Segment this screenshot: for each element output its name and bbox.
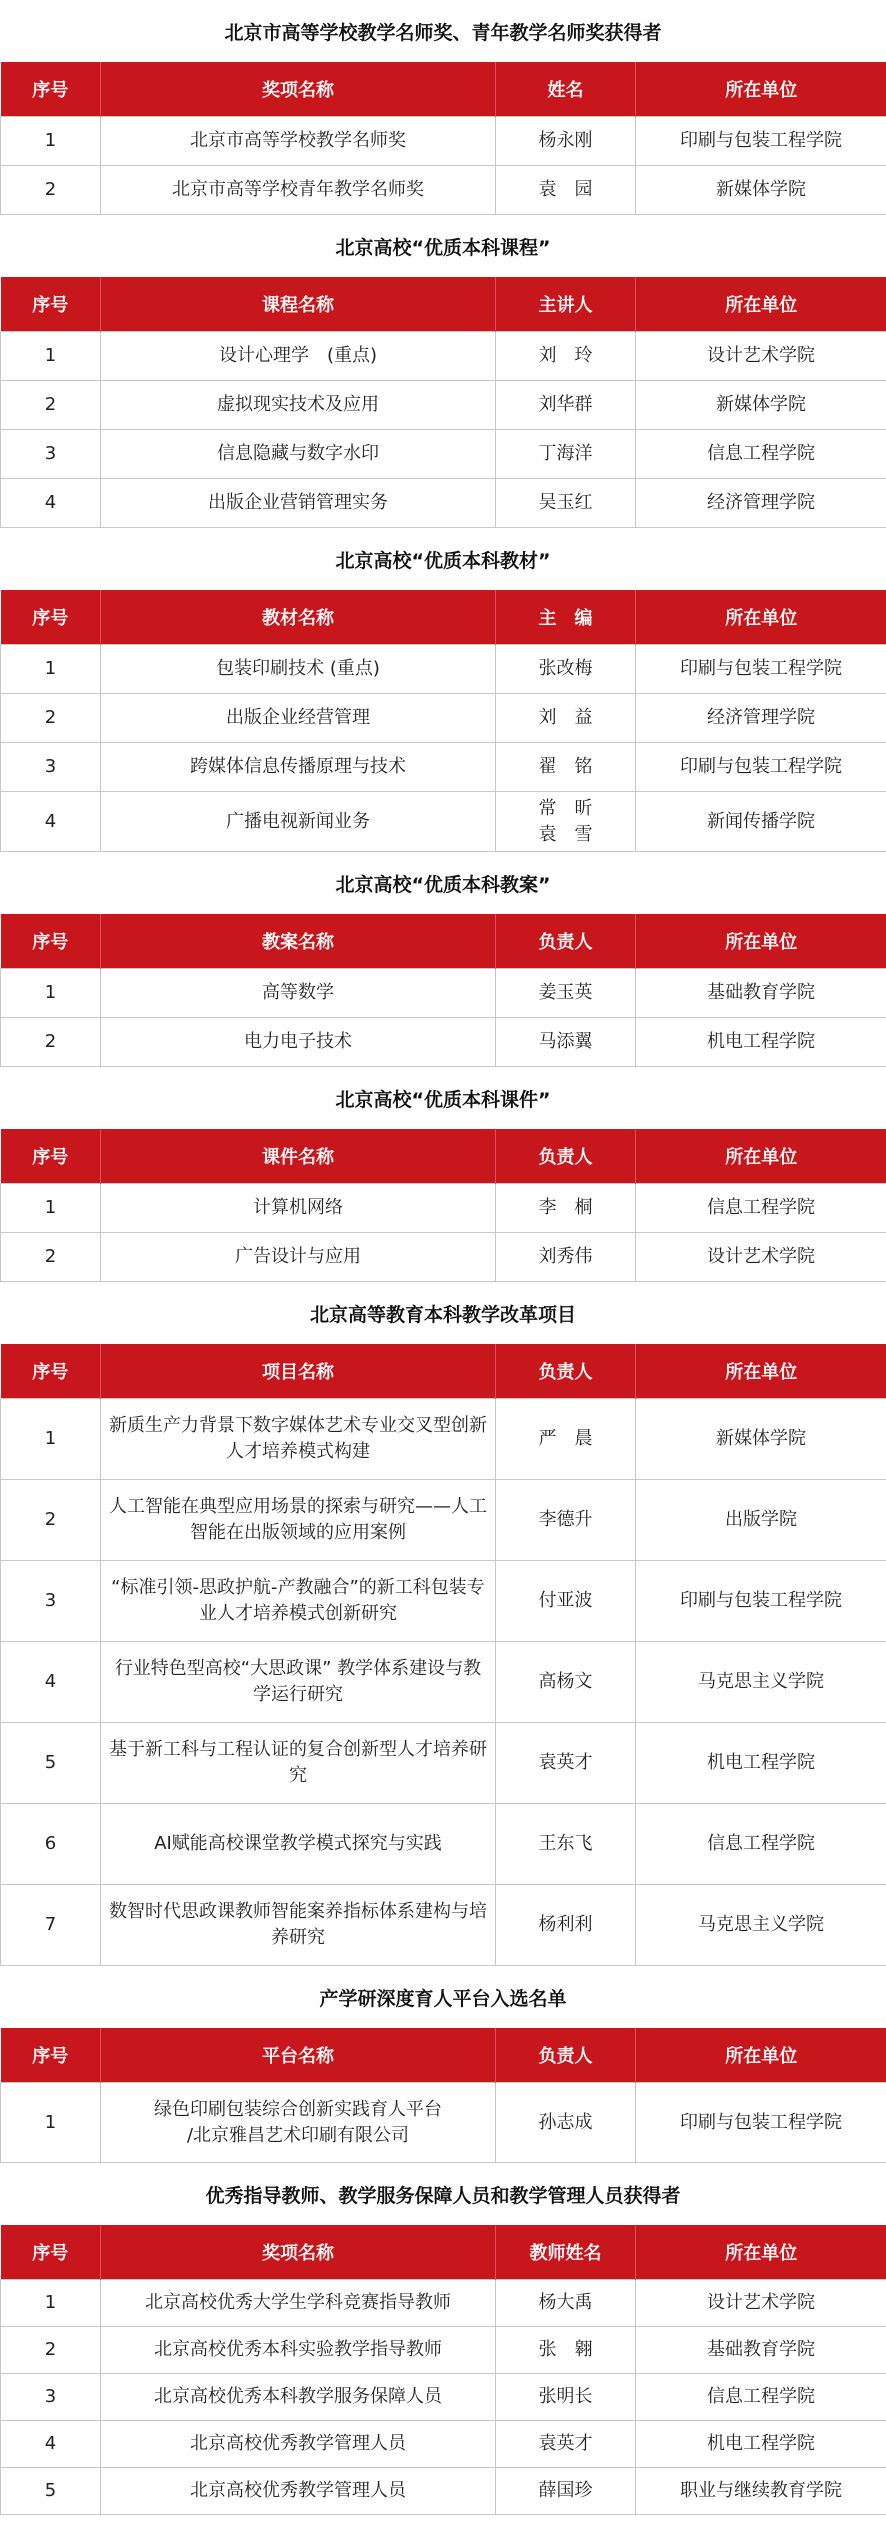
cell-index: 2 — [1, 694, 101, 743]
cell-name: 北京高校优秀本科实验教学指导教师 — [101, 2327, 496, 2374]
cell-person: 张明长 — [496, 2374, 636, 2421]
cell-person: 杨利利 — [496, 1885, 636, 1966]
table-row — [1, 1723, 886, 1804]
table-row — [1, 694, 886, 743]
cell-person: 翟 铭 — [496, 743, 636, 792]
table-row — [1, 2280, 886, 2327]
cell-unit: 马克思主义学院 — [636, 1642, 886, 1723]
cell-index: 4 — [1, 792, 101, 852]
cell-unit: 信息工程学院 — [636, 430, 886, 479]
table-row — [1, 792, 886, 852]
cell-name: 北京高校优秀大学生学科竞赛指导教师 — [101, 2280, 496, 2327]
cell-name: 广播电视新闻业务 — [101, 792, 496, 852]
cell-name: 基于新工科与工程认证的复合创新型人才培养研究 — [101, 1723, 496, 1804]
column-header-unit: 所在单位 — [636, 590, 886, 645]
cell-person: 孙志成 — [496, 2083, 636, 2163]
cell-index: 1 — [1, 332, 101, 381]
section-title: 产学研深度育人平台入选名单 — [0, 1966, 886, 2028]
cell-unit: 印刷与包装工程学院 — [636, 743, 886, 792]
cell-name: 跨媒体信息传播原理与技术 — [101, 743, 496, 792]
cell-unit: 基础教育学院 — [636, 969, 886, 1018]
award-table — [0, 1344, 886, 1966]
section-title: 北京高等教育本科教学改革项目 — [0, 1282, 886, 1344]
cell-unit: 设计艺术学院 — [636, 2280, 886, 2327]
section-title: 北京高校“优质本科教案” — [0, 852, 886, 914]
table-header-row — [1, 2028, 886, 2083]
table-header-row — [1, 277, 886, 332]
award-table — [0, 2028, 886, 2163]
cell-unit: 机电工程学院 — [636, 1723, 886, 1804]
column-header-person: 负责人 — [496, 1344, 636, 1399]
column-header-index: 序号 — [1, 914, 101, 969]
cell-person: 张改梅 — [496, 645, 636, 694]
cell-name: “标准引领-思政护航-产教融合”的新工科包装专业人才培养模式创新研究 — [101, 1561, 496, 1642]
cell-person: 严 晨 — [496, 1399, 636, 1480]
cell-index: 1 — [1, 969, 101, 1018]
cell-name: 新质生产力背景下数字媒体艺术专业交叉型创新人才培养模式构建 — [101, 1399, 496, 1480]
cell-person: 薛国珍 — [496, 2468, 636, 2515]
cell-person: 李 桐 — [496, 1184, 636, 1233]
cell-unit: 印刷与包装工程学院 — [636, 2083, 886, 2163]
cell-index: 1 — [1, 1399, 101, 1480]
cell-unit: 新闻传播学院 — [636, 792, 886, 852]
column-header-unit: 所在单位 — [636, 62, 886, 117]
table-row — [1, 1018, 886, 1067]
table-row — [1, 479, 886, 528]
cell-unit: 机电工程学院 — [636, 2421, 886, 2468]
column-header-person: 负责人 — [496, 2028, 636, 2083]
cell-name: 数智时代思政课教师智能案养指标体系建构与培养研究 — [101, 1885, 496, 1966]
column-header-index: 序号 — [1, 1344, 101, 1399]
cell-person: 袁英才 — [496, 2421, 636, 2468]
cell-unit: 信息工程学院 — [636, 1184, 886, 1233]
cell-person: 杨永刚 — [496, 117, 636, 166]
cell-index: 2 — [1, 381, 101, 430]
cell-index: 1 — [1, 645, 101, 694]
cell-person: 刘秀伟 — [496, 1233, 636, 1282]
cell-name: 北京高校优秀本科教学服务保障人员 — [101, 2374, 496, 2421]
cell-unit: 机电工程学院 — [636, 1018, 886, 1067]
column-header-person: 负责人 — [496, 914, 636, 969]
award-section — [0, 528, 886, 852]
section-title: 优秀指导教师、教学服务保障人员和教学管理人员获得者 — [0, 2163, 886, 2225]
table-row — [1, 1642, 886, 1723]
column-header-person: 教师姓名 — [496, 2225, 636, 2280]
section-title: 北京高校“优质本科教材” — [0, 528, 886, 590]
table-header-row — [1, 914, 886, 969]
table-header-row — [1, 1129, 886, 1184]
award-section — [0, 1282, 886, 1966]
cell-index: 6 — [1, 1804, 101, 1885]
cell-person: 丁海洋 — [496, 430, 636, 479]
cell-name: 北京高校优秀教学管理人员 — [101, 2468, 496, 2515]
cell-index: 7 — [1, 1885, 101, 1966]
table-header-row — [1, 2225, 886, 2280]
column-header-index: 序号 — [1, 62, 101, 117]
column-header-index: 序号 — [1, 1129, 101, 1184]
table-row — [1, 117, 886, 166]
cell-unit: 经济管理学院 — [636, 694, 886, 743]
column-header-unit: 所在单位 — [636, 2028, 886, 2083]
award-section — [0, 0, 886, 215]
column-header-unit: 所在单位 — [636, 2225, 886, 2280]
cell-name: 人工智能在典型应用场景的探索与研究——人工智能在出版领域的应用案例 — [101, 1480, 496, 1561]
cell-unit: 新媒体学院 — [636, 166, 886, 215]
table-row — [1, 2421, 886, 2468]
cell-unit: 职业与继续教育学院 — [636, 2468, 886, 2515]
cell-person: 袁英才 — [496, 1723, 636, 1804]
cell-name: 包装印刷技术 (重点) — [101, 645, 496, 694]
award-section — [0, 852, 886, 1067]
table-row — [1, 1233, 886, 1282]
award-table — [0, 1129, 886, 1282]
cell-name: 行业特色型高校“大思政课” 教学体系建设与教学运行研究 — [101, 1642, 496, 1723]
award-section — [0, 215, 886, 528]
cell-name: 北京市高等学校教学名师奖 — [101, 117, 496, 166]
award-table — [0, 62, 886, 215]
cell-unit: 基础教育学院 — [636, 2327, 886, 2374]
column-header-person: 主讲人 — [496, 277, 636, 332]
cell-index: 3 — [1, 2374, 101, 2421]
cell-person: 高杨文 — [496, 1642, 636, 1723]
cell-index: 5 — [1, 2468, 101, 2515]
column-header-name: 项目名称 — [101, 1344, 496, 1399]
award-table — [0, 277, 886, 528]
table-row — [1, 1885, 886, 1966]
column-header-index: 序号 — [1, 2225, 101, 2280]
cell-person: 吴玉红 — [496, 479, 636, 528]
column-header-name: 教案名称 — [101, 914, 496, 969]
table-row — [1, 2468, 886, 2515]
cell-unit: 马克思主义学院 — [636, 1885, 886, 1966]
cell-name: 出版企业营销管理实务 — [101, 479, 496, 528]
cell-index: 5 — [1, 1723, 101, 1804]
column-header-person: 姓名 — [496, 62, 636, 117]
cell-index: 4 — [1, 2421, 101, 2468]
cell-person: 付亚波 — [496, 1561, 636, 1642]
table-row — [1, 743, 886, 792]
table-row — [1, 969, 886, 1018]
cell-unit: 设计艺术学院 — [636, 1233, 886, 1282]
table-row — [1, 332, 886, 381]
table-row — [1, 1561, 886, 1642]
column-header-person: 主 编 — [496, 590, 636, 645]
cell-person: 姜玉英 — [496, 969, 636, 1018]
cell-index: 3 — [1, 1561, 101, 1642]
column-header-unit: 所在单位 — [636, 1344, 886, 1399]
cell-person: 杨大禹 — [496, 2280, 636, 2327]
cell-index: 3 — [1, 743, 101, 792]
cell-person: 张 翱 — [496, 2327, 636, 2374]
cell-index: 2 — [1, 1233, 101, 1282]
cell-name: 计算机网络 — [101, 1184, 496, 1233]
column-header-name: 奖项名称 — [101, 2225, 496, 2280]
cell-index: 1 — [1, 117, 101, 166]
award-table — [0, 914, 886, 1067]
cell-person: 王东飞 — [496, 1804, 636, 1885]
cell-index: 4 — [1, 1642, 101, 1723]
cell-person: 常 昕 袁 雪 — [496, 792, 636, 852]
cell-name: 高等数学 — [101, 969, 496, 1018]
column-header-index: 序号 — [1, 2028, 101, 2083]
cell-unit: 经济管理学院 — [636, 479, 886, 528]
table-row — [1, 1804, 886, 1885]
table-row — [1, 2374, 886, 2421]
award-table — [0, 2225, 886, 2515]
cell-person: 刘 玲 — [496, 332, 636, 381]
cell-name: 北京市高等学校青年教学名师奖 — [101, 166, 496, 215]
cell-index: 2 — [1, 2327, 101, 2374]
cell-person: 袁 园 — [496, 166, 636, 215]
award-section — [0, 2163, 886, 2515]
table-header-row — [1, 590, 886, 645]
table-header-row — [1, 62, 886, 117]
table-row — [1, 1184, 886, 1233]
column-header-name: 课件名称 — [101, 1129, 496, 1184]
cell-name: 电力电子技术 — [101, 1018, 496, 1067]
section-title: 北京高校“优质本科课件” — [0, 1067, 886, 1129]
cell-unit: 新媒体学院 — [636, 1399, 886, 1480]
table-row — [1, 430, 886, 479]
cell-name: 设计心理学 (重点) — [101, 332, 496, 381]
cell-index: 3 — [1, 430, 101, 479]
cell-name: 绿色印刷包装综合创新实践育人平台 /北京雅昌艺术印刷有限公司 — [101, 2083, 496, 2163]
cell-index: 1 — [1, 2280, 101, 2327]
section-title: 北京高校“优质本科课程” — [0, 215, 886, 277]
cell-person: 刘华群 — [496, 381, 636, 430]
column-header-index: 序号 — [1, 590, 101, 645]
cell-unit: 出版学院 — [636, 1480, 886, 1561]
table-row — [1, 166, 886, 215]
award-section — [0, 1966, 886, 2163]
cell-name: AI赋能高校课堂教学模式探究与实践 — [101, 1804, 496, 1885]
table-row — [1, 1480, 886, 1561]
cell-name: 出版企业经营管理 — [101, 694, 496, 743]
award-section — [0, 1067, 886, 1282]
cell-unit: 新媒体学院 — [636, 381, 886, 430]
cell-unit: 印刷与包装工程学院 — [636, 117, 886, 166]
table-row — [1, 645, 886, 694]
cell-index: 2 — [1, 166, 101, 215]
cell-person: 刘 益 — [496, 694, 636, 743]
section-title: 北京市高等学校教学名师奖、青年教学名师奖获得者 — [0, 0, 886, 62]
column-header-index: 序号 — [1, 277, 101, 332]
cell-unit: 印刷与包装工程学院 — [636, 1561, 886, 1642]
award-table — [0, 590, 886, 852]
column-header-unit: 所在单位 — [636, 1129, 886, 1184]
column-header-unit: 所在单位 — [636, 277, 886, 332]
column-header-name: 奖项名称 — [101, 62, 496, 117]
cell-index: 2 — [1, 1018, 101, 1067]
cell-unit: 信息工程学院 — [636, 2374, 886, 2421]
table-row — [1, 1399, 886, 1480]
cell-person: 马添翼 — [496, 1018, 636, 1067]
column-header-person: 负责人 — [496, 1129, 636, 1184]
column-header-unit: 所在单位 — [636, 914, 886, 969]
cell-name: 虚拟现实技术及应用 — [101, 381, 496, 430]
cell-person: 李德升 — [496, 1480, 636, 1561]
column-header-name: 课程名称 — [101, 277, 496, 332]
cell-index: 1 — [1, 1184, 101, 1233]
cell-index: 1 — [1, 2083, 101, 2163]
table-header-row — [1, 1344, 886, 1399]
cell-unit: 设计艺术学院 — [636, 332, 886, 381]
cell-index: 2 — [1, 1480, 101, 1561]
table-row — [1, 381, 886, 430]
column-header-name: 教材名称 — [101, 590, 496, 645]
table-row — [1, 2083, 886, 2163]
cell-index: 4 — [1, 479, 101, 528]
column-header-name: 平台名称 — [101, 2028, 496, 2083]
cell-name: 北京高校优秀教学管理人员 — [101, 2421, 496, 2468]
cell-name: 广告设计与应用 — [101, 1233, 496, 1282]
cell-unit: 信息工程学院 — [636, 1804, 886, 1885]
cell-unit: 印刷与包装工程学院 — [636, 645, 886, 694]
cell-name: 信息隐藏与数字水印 — [101, 430, 496, 479]
table-row — [1, 2327, 886, 2374]
